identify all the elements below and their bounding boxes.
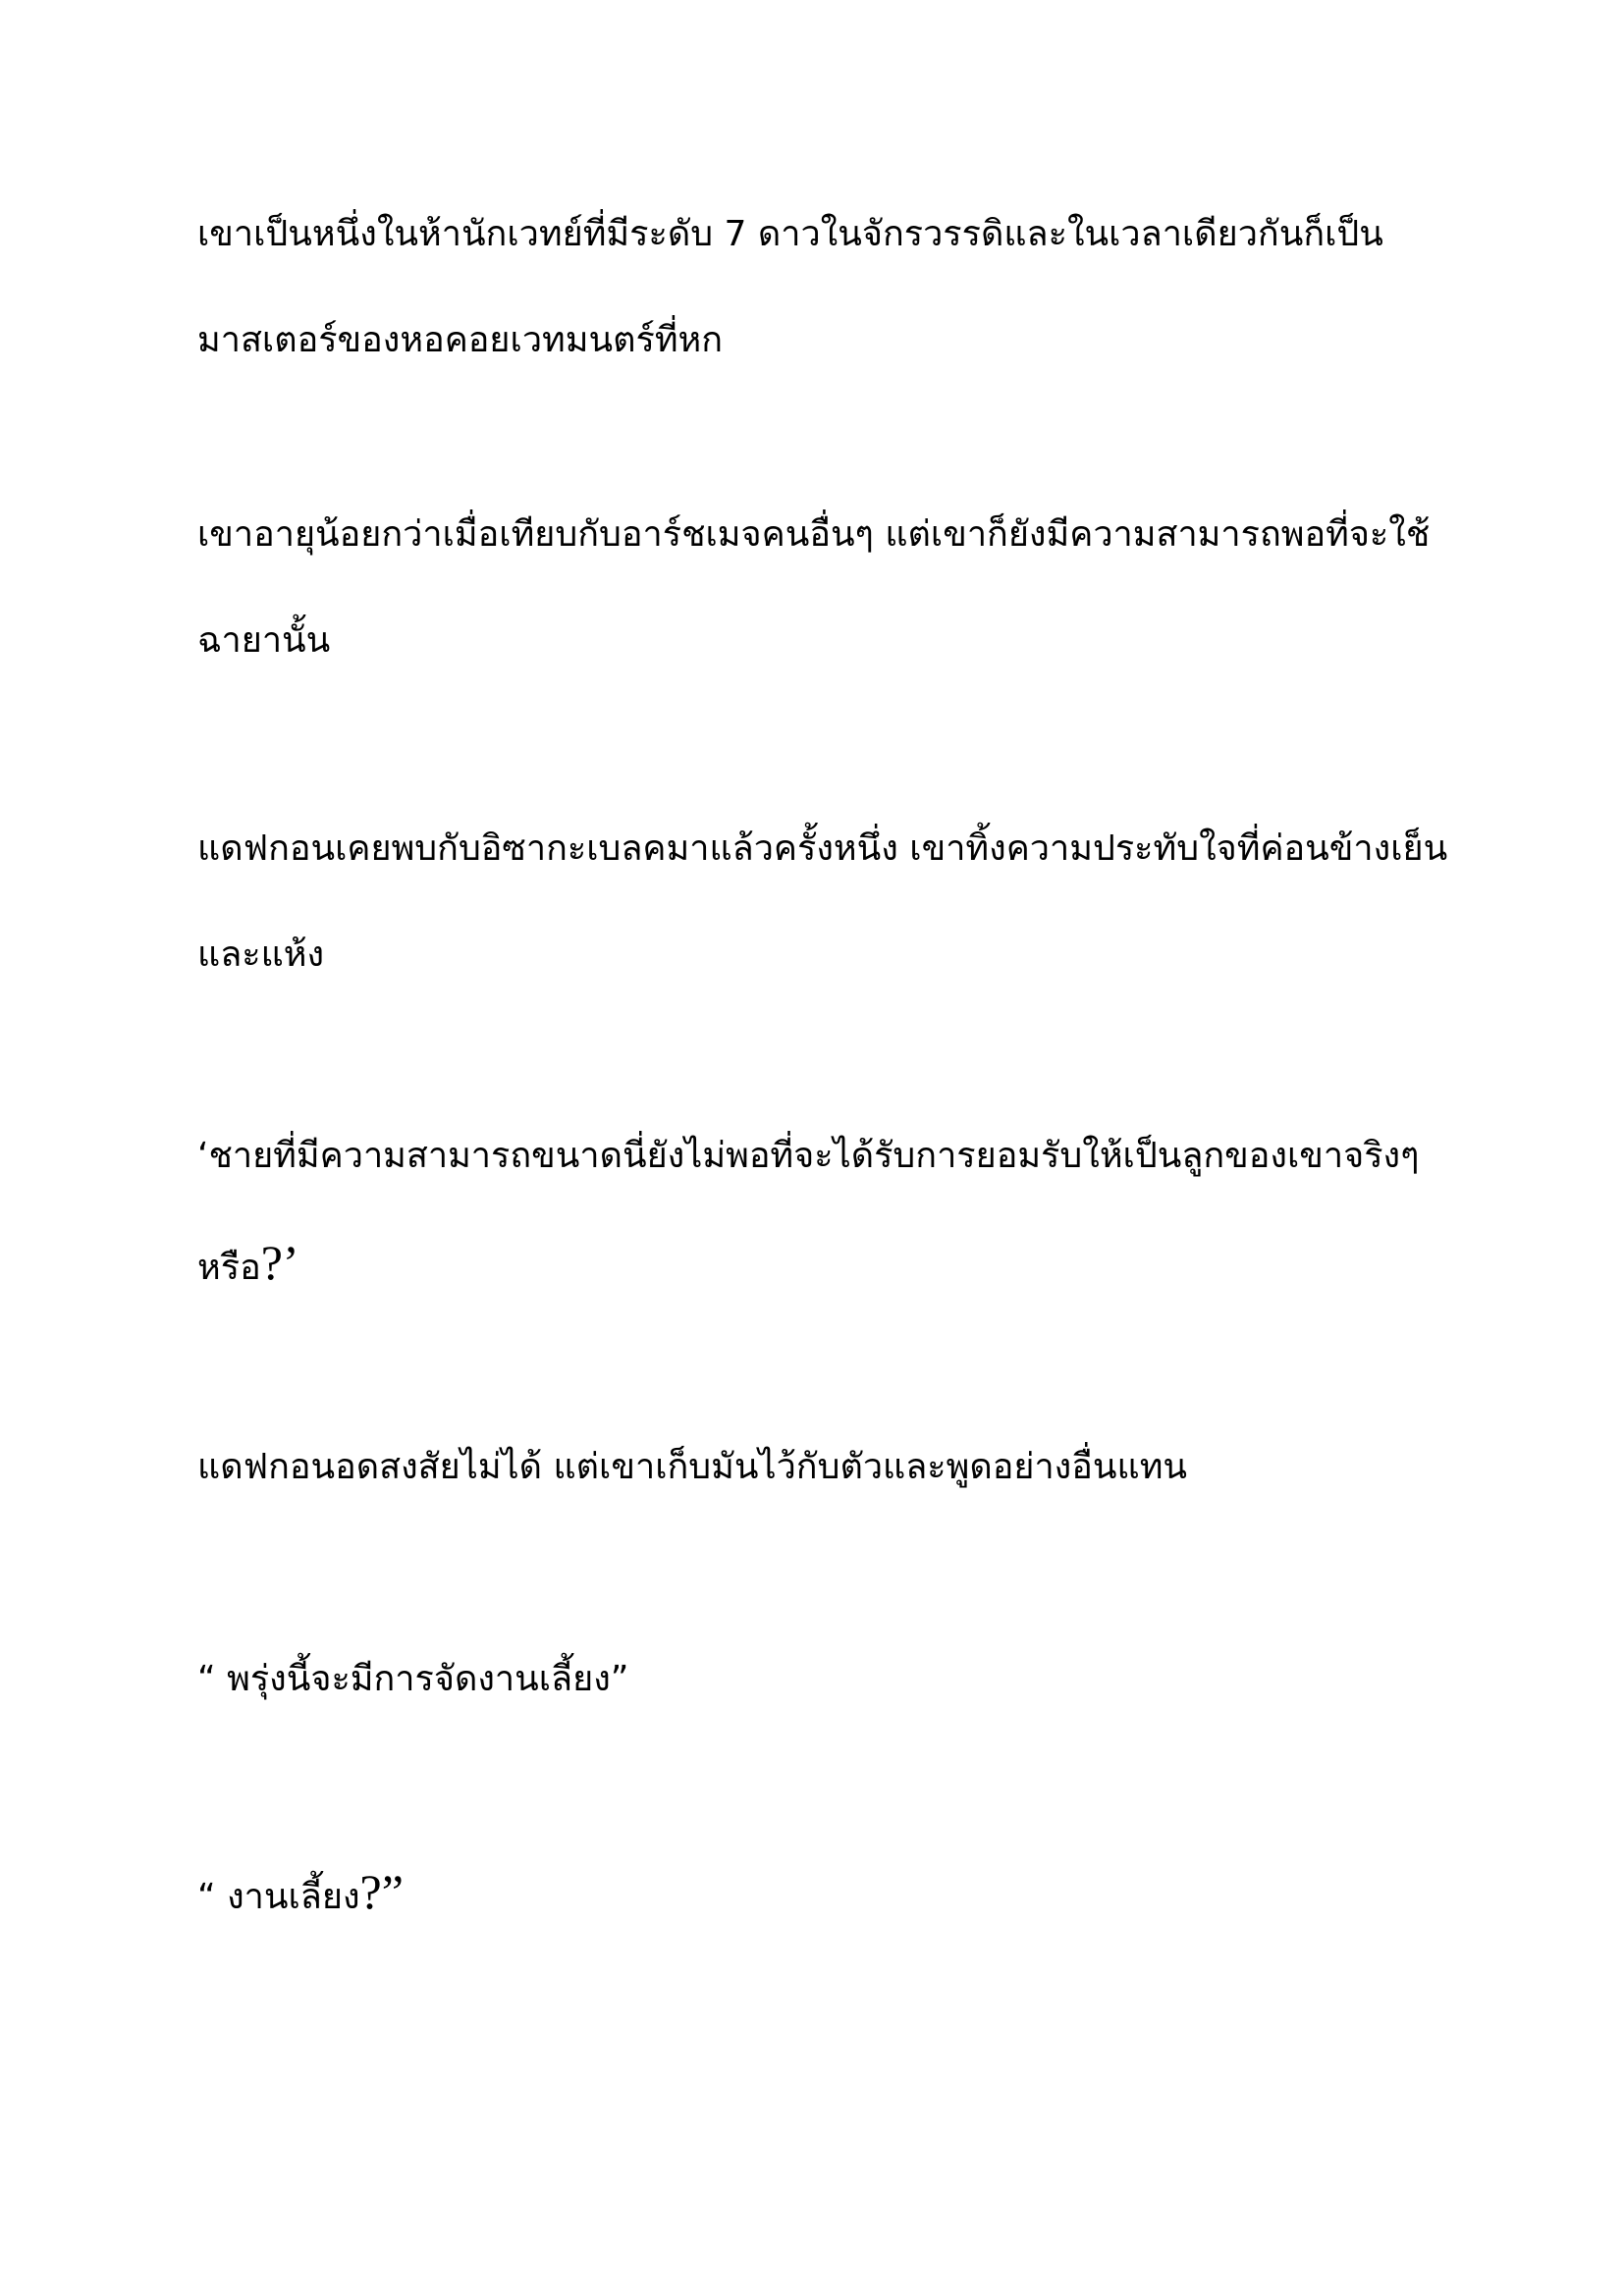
paragraph-line: “ พรุ่งนี้จะมีการจัดงานเลี้ยง” bbox=[197, 1659, 629, 1699]
paragraph-line-text: “ งานเลี้ยง bbox=[197, 1877, 360, 1917]
paragraph-5 bbox=[197, 1415, 1464, 1521]
paragraph-line-text: หรือ bbox=[197, 1248, 261, 1288]
paragraph-6 bbox=[197, 1627, 1464, 1733]
paragraph-line: มาสเตอร์ของหอคอยเวทมนตร์ที่หก bbox=[197, 320, 724, 360]
paragraph-line: และแห้ง bbox=[197, 934, 325, 975]
paragraph-line: แดฟกอนเคยพบกับอิซากะเบลคมาแล้วครั้งหนึ่ง เขาทิ้งความประทับใจที่ค่อนข้างเย็น bbox=[197, 828, 1448, 869]
closing-punctuation: ?” bbox=[359, 1864, 404, 1919]
paragraph-line-with-punct bbox=[197, 1839, 1464, 1950]
paragraph-line: ‘ชายที่มีความสามารถขนาดนี่ยังไม่พอที่จะได้รับการยอมรับให้เป็นลูกของเขาจริงๆ bbox=[197, 1136, 1420, 1176]
paragraph-3 bbox=[197, 796, 1464, 1008]
paragraph-2 bbox=[197, 482, 1464, 694]
paragraph-7 bbox=[197, 1839, 1464, 1950]
paragraph-4 bbox=[197, 1103, 1464, 1321]
paragraph-line: เขาอายุน้อยกว่าเมื่อเทียบกับอาร์ชเมจคนอื่นๆ แต่เขาก็ยังมีความสามารถพอที่จะใช้ bbox=[197, 514, 1431, 555]
paragraph-line: เขาเป็นหนึ่งในห้านักเวทย์ที่มีระดับ 7 ดาวในจักรวรรดิและในเวลาเดียวกันก็เป็น bbox=[197, 214, 1383, 254]
paragraph-1 bbox=[197, 182, 1464, 394]
paragraph-line: ฉายานั้น bbox=[197, 620, 331, 661]
closing-punctuation: ?’ bbox=[260, 1235, 299, 1290]
paragraph-line-with-punct bbox=[197, 1209, 1464, 1321]
paragraph-line: แดฟกอนอดสงสัยไม่ได้ แต่เขาเก็บมันไว้กับตัวและพูดอย่างอื่นแทน bbox=[197, 1447, 1188, 1487]
